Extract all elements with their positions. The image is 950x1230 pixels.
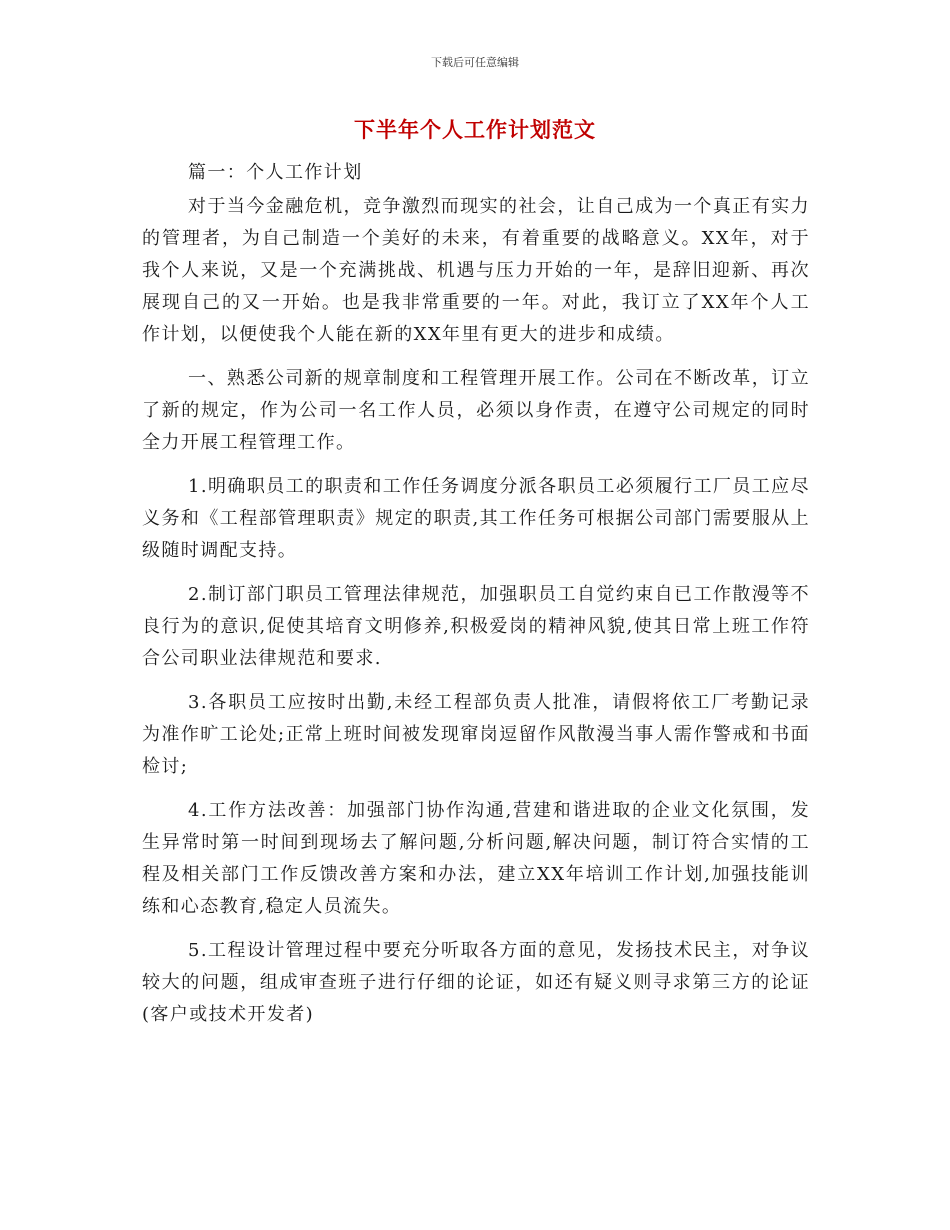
header-note: 下载后可任意编辑 bbox=[431, 56, 519, 69]
section-heading: 篇一：个人工作计划 bbox=[188, 162, 363, 183]
document-title: 下半年个人工作计划范文 bbox=[354, 118, 596, 142]
paragraph-intro: 对于当今金融危机，竞争激烈而现实的社会，让自己成为一个真正有实力的管理者，为自己制造一个美好的未来，有着重要的战略意义。XX年，对于我个人来说，又是一个充满挑战、机遇与压力开始的一年，是辞旧迎新、再次展现自己的又一开始。也是我非常重要的一年。对此，我订立了XX年个人工作计划，以便使我个人能在新的XX年里有更大的进步和成绩。 bbox=[142, 196, 810, 345]
paragraph-point-3: 3.各职员工应按时出勤,未经工程部负责人批准，请假将依工厂考勤记录为准作旷工论处;正常上班时间被发现窜岗逗留作风散漫当事人需作警戒和书面检讨; bbox=[142, 692, 810, 777]
paragraph-point-4: 4.工作方法改善：加强部门协作沟通,营建和谐进取的企业文化氛围，发生异常时第一时间到现场去了解问题,分析问题,解决问题，制订符合实情的工程及相关部门工作反馈改善方案和办法，建立XX年培训工作计划,加强技能训练和心态教育,稳定人员流失。 bbox=[142, 800, 810, 917]
paragraph-item-1-heading: 一、熟悉公司新的规章制度和工程管理开展工作。公司在不断改革，订立了新的规定，作为公司一名工作人员，必须以身作责，在遵守公司规定的同时全力开展工程管理工作。 bbox=[142, 368, 810, 453]
paragraph-point-5: 5.工程设计管理过程中要充分听取各方面的意见，发扬技术民主，对争议较大的问题，组成审查班子进行仔细的论证，如还有疑义则寻求第三方的论证(客户或技术开发者) bbox=[142, 940, 810, 1025]
document-body bbox=[142, 157, 810, 1043]
paragraph-point-1: 1.明确职员工的职责和工作任务调度分派各职员工必须履行工厂员工应尽义务和《工程部管理职责》规定的职责,其工作任务可根据公司部门需要服从上级随时调配支持。 bbox=[142, 476, 810, 561]
paragraph-point-2: 2.制订部门职员工管理法律规范，加强职员工自觉约束自已工作散漫等不良行为的意识,促使其培育文明修养,积极爱岗的精神风貌,使其日常上班工作符合公司职业法律规范和要求. bbox=[142, 584, 810, 669]
